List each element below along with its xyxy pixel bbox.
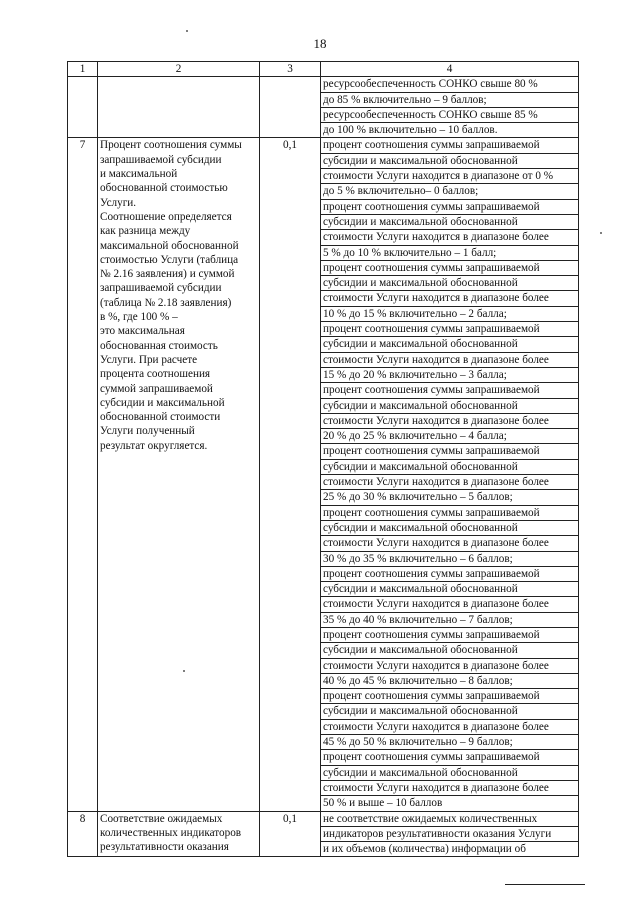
score-text-line: стоимости Услуги находится в диапазоне более <box>321 414 578 429</box>
criteria-table <box>67 61 579 857</box>
header-col-4: 4 <box>321 62 579 77</box>
row-number <box>68 77 98 138</box>
score-text-line: субсидии и максимальной обоснованной <box>321 460 578 475</box>
scan-speck <box>186 30 188 32</box>
table-row <box>68 811 579 857</box>
score-text-line: стоимости Услуги находится в диапазоне более <box>321 475 578 490</box>
table-row <box>68 77 579 138</box>
score-cell <box>321 811 579 857</box>
score-text-line: процент соотношения суммы запрашиваемой <box>321 689 578 704</box>
score-text-line: стоимости Услуги находится в диапазоне от 0 % <box>321 169 578 184</box>
score-text-line: стоимости Услуги находится в диапазоне более <box>321 536 578 551</box>
score-text-line: процент соотношения суммы запрашиваемой <box>321 261 578 276</box>
score-text-line: стоимости Услуги находится в диапазоне более <box>321 781 578 796</box>
criterion-text-line: запрашиваемой субсидии <box>100 282 222 295</box>
table-row <box>68 138 579 811</box>
scan-speck <box>600 232 602 234</box>
score-text-line: до 85 % включительно – 9 баллов; <box>321 93 578 108</box>
criterion-text-line: это максимальная <box>100 325 185 338</box>
score-text-line: процент соотношения суммы запрашиваемой <box>321 750 578 765</box>
criterion-text-line: № 2.16 заявления) и суммой <box>100 268 235 281</box>
score-text-line: до 5 % включительно– 0 баллов; <box>321 184 578 199</box>
criterion-text-line: в %, где 100 % – <box>100 311 178 324</box>
header-col-2: 2 <box>98 62 260 77</box>
page-number: 18 <box>313 36 327 51</box>
score-text-line: процент соотношения суммы запрашиваемой <box>321 383 578 398</box>
score-text-line: индикаторов результативности оказания Услуги <box>321 827 578 842</box>
criterion-text-line: Услуги полученный <box>100 425 195 438</box>
score-text-line: субсидии и максимальной обоснованной <box>321 521 578 536</box>
weight-cell: 0,1 <box>260 138 321 811</box>
criterion-text-line: Услуги. <box>100 196 137 209</box>
criterion-text-line: результативности оказания <box>100 841 229 854</box>
header-col-3: 3 <box>260 62 321 77</box>
score-text-line: 30 % до 35 % включительно – 6 баллов; <box>321 552 578 567</box>
score-text-line: 50 % и выше – 10 баллов <box>323 797 443 810</box>
criterion-cell <box>98 138 260 811</box>
scan-speck <box>183 670 185 672</box>
row-number: 8 <box>68 811 98 857</box>
score-text-line: и их объемов (количества) информации об <box>323 843 526 856</box>
score-text-line: субсидии и максимальной обоснованной <box>321 154 578 169</box>
score-text-line: процент соотношения суммы запрашиваемой <box>321 628 578 643</box>
score-text-line: ресурсообеспеченность СОНКО свыше 85 % <box>321 108 578 123</box>
score-cell <box>321 138 579 811</box>
score-text-line: субсидии и максимальной обоснованной <box>321 704 578 719</box>
score-text-line: процент соотношения суммы запрашиваемой <box>321 444 578 459</box>
score-text-line: субсидии и максимальной обоснованной <box>321 582 578 597</box>
score-cell <box>321 77 579 138</box>
criterion-text-line: (таблица № 2.18 заявления) <box>100 296 232 309</box>
score-text-line: процент соотношения суммы запрашиваемой <box>321 200 578 215</box>
criterion-text-line: количественных индикаторов <box>100 826 242 839</box>
score-text-line: процент соотношения суммы запрашиваемой <box>321 506 578 521</box>
score-text-line: процент соотношения суммы запрашиваемой <box>321 322 578 337</box>
criterion-text-line: результат округляется. <box>100 439 208 452</box>
score-text-line: стоимости Услуги находится в диапазоне более <box>321 720 578 735</box>
score-text-line: стоимости Услуги находится в диапазоне более <box>321 291 578 306</box>
criterion-cell <box>98 811 260 857</box>
criterion-text-line: запрашиваемой субсидии <box>100 153 222 166</box>
criterion-text-line: процента соотношения <box>100 368 211 381</box>
score-text-line: процент соотношения суммы запрашиваемой <box>321 138 578 153</box>
criterion-text-line: обоснованной стоимости <box>100 411 221 424</box>
score-text-line: не соответствие ожидаемых количественных <box>321 812 578 827</box>
score-text-line: процент соотношения суммы запрашиваемой <box>321 567 578 582</box>
criterion-text-line: максимальной обоснованной <box>100 239 239 252</box>
criterion-text-line: как разница между <box>100 225 191 238</box>
score-text-line: субсидии и максимальной обоснованной <box>321 215 578 230</box>
score-text-line: субсидии и максимальной обоснованной <box>321 399 578 414</box>
score-text-line: 15 % до 20 % включительно – 3 балла; <box>321 368 578 383</box>
criterion-text-line: Соответствие ожидаемых <box>100 812 223 825</box>
score-text-line: 35 % до 40 % включительно – 7 баллов; <box>321 613 578 628</box>
score-text-line: 5 % до 10 % включительно – 1 балл; <box>321 246 578 261</box>
criterion-text-line: Процент соотношения суммы <box>100 139 242 152</box>
row-number: 7 <box>68 138 98 811</box>
criterion-text-line: Услуги. При расчете <box>100 353 198 366</box>
criterion-text-line: и максимальной <box>100 168 178 181</box>
score-text-line: 25 % до 30 % включительно – 5 баллов; <box>321 490 578 505</box>
score-text-line: стоимости Услуги находится в диапазоне более <box>321 230 578 245</box>
score-text-line: стоимости Услуги находится в диапазоне более <box>321 659 578 674</box>
score-text-line: субсидии и максимальной обоснованной <box>321 337 578 352</box>
score-text-line: до 100 % включительно – 10 баллов. <box>323 124 498 137</box>
score-text-line: 40 % до 45 % включительно – 8 баллов; <box>321 674 578 689</box>
criterion-text-line: Соотношение определяется <box>100 210 232 223</box>
criterion-text-line: обоснованная стоимость <box>100 339 218 352</box>
score-text-line: 10 % до 15 % включительно – 2 балла; <box>321 307 578 322</box>
score-text-line: 20 % до 25 % включительно – 4 балла; <box>321 429 578 444</box>
score-text-line: стоимости Услуги находится в диапазоне более <box>321 597 578 612</box>
criterion-text-line: суммой запрашиваемой <box>100 382 213 395</box>
score-text-line: ресурсообеспеченность СОНКО свыше 80 % <box>321 77 578 92</box>
score-text-line: субсидии и максимальной обоснованной <box>321 276 578 291</box>
weight-cell <box>260 77 321 138</box>
header-col-1: 1 <box>68 62 98 77</box>
criterion-text-line: стоимостью Услуги (таблица <box>100 253 239 266</box>
weight-cell: 0,1 <box>260 811 321 857</box>
score-text-line: стоимости Услуги находится в диапазоне более <box>321 353 578 368</box>
criterion-text-line: субсидии и максимальной <box>100 396 225 409</box>
score-text-line: субсидии и максимальной обоснованной <box>321 766 578 781</box>
table-header-row <box>68 62 579 77</box>
score-text-line: 45 % до 50 % включительно – 9 баллов; <box>321 735 578 750</box>
criterion-text-line: обоснованной стоимостью <box>100 182 228 195</box>
footer-rule <box>505 884 585 885</box>
criterion-cell <box>98 77 260 138</box>
score-text-line: субсидии и максимальной обоснованной <box>321 643 578 658</box>
